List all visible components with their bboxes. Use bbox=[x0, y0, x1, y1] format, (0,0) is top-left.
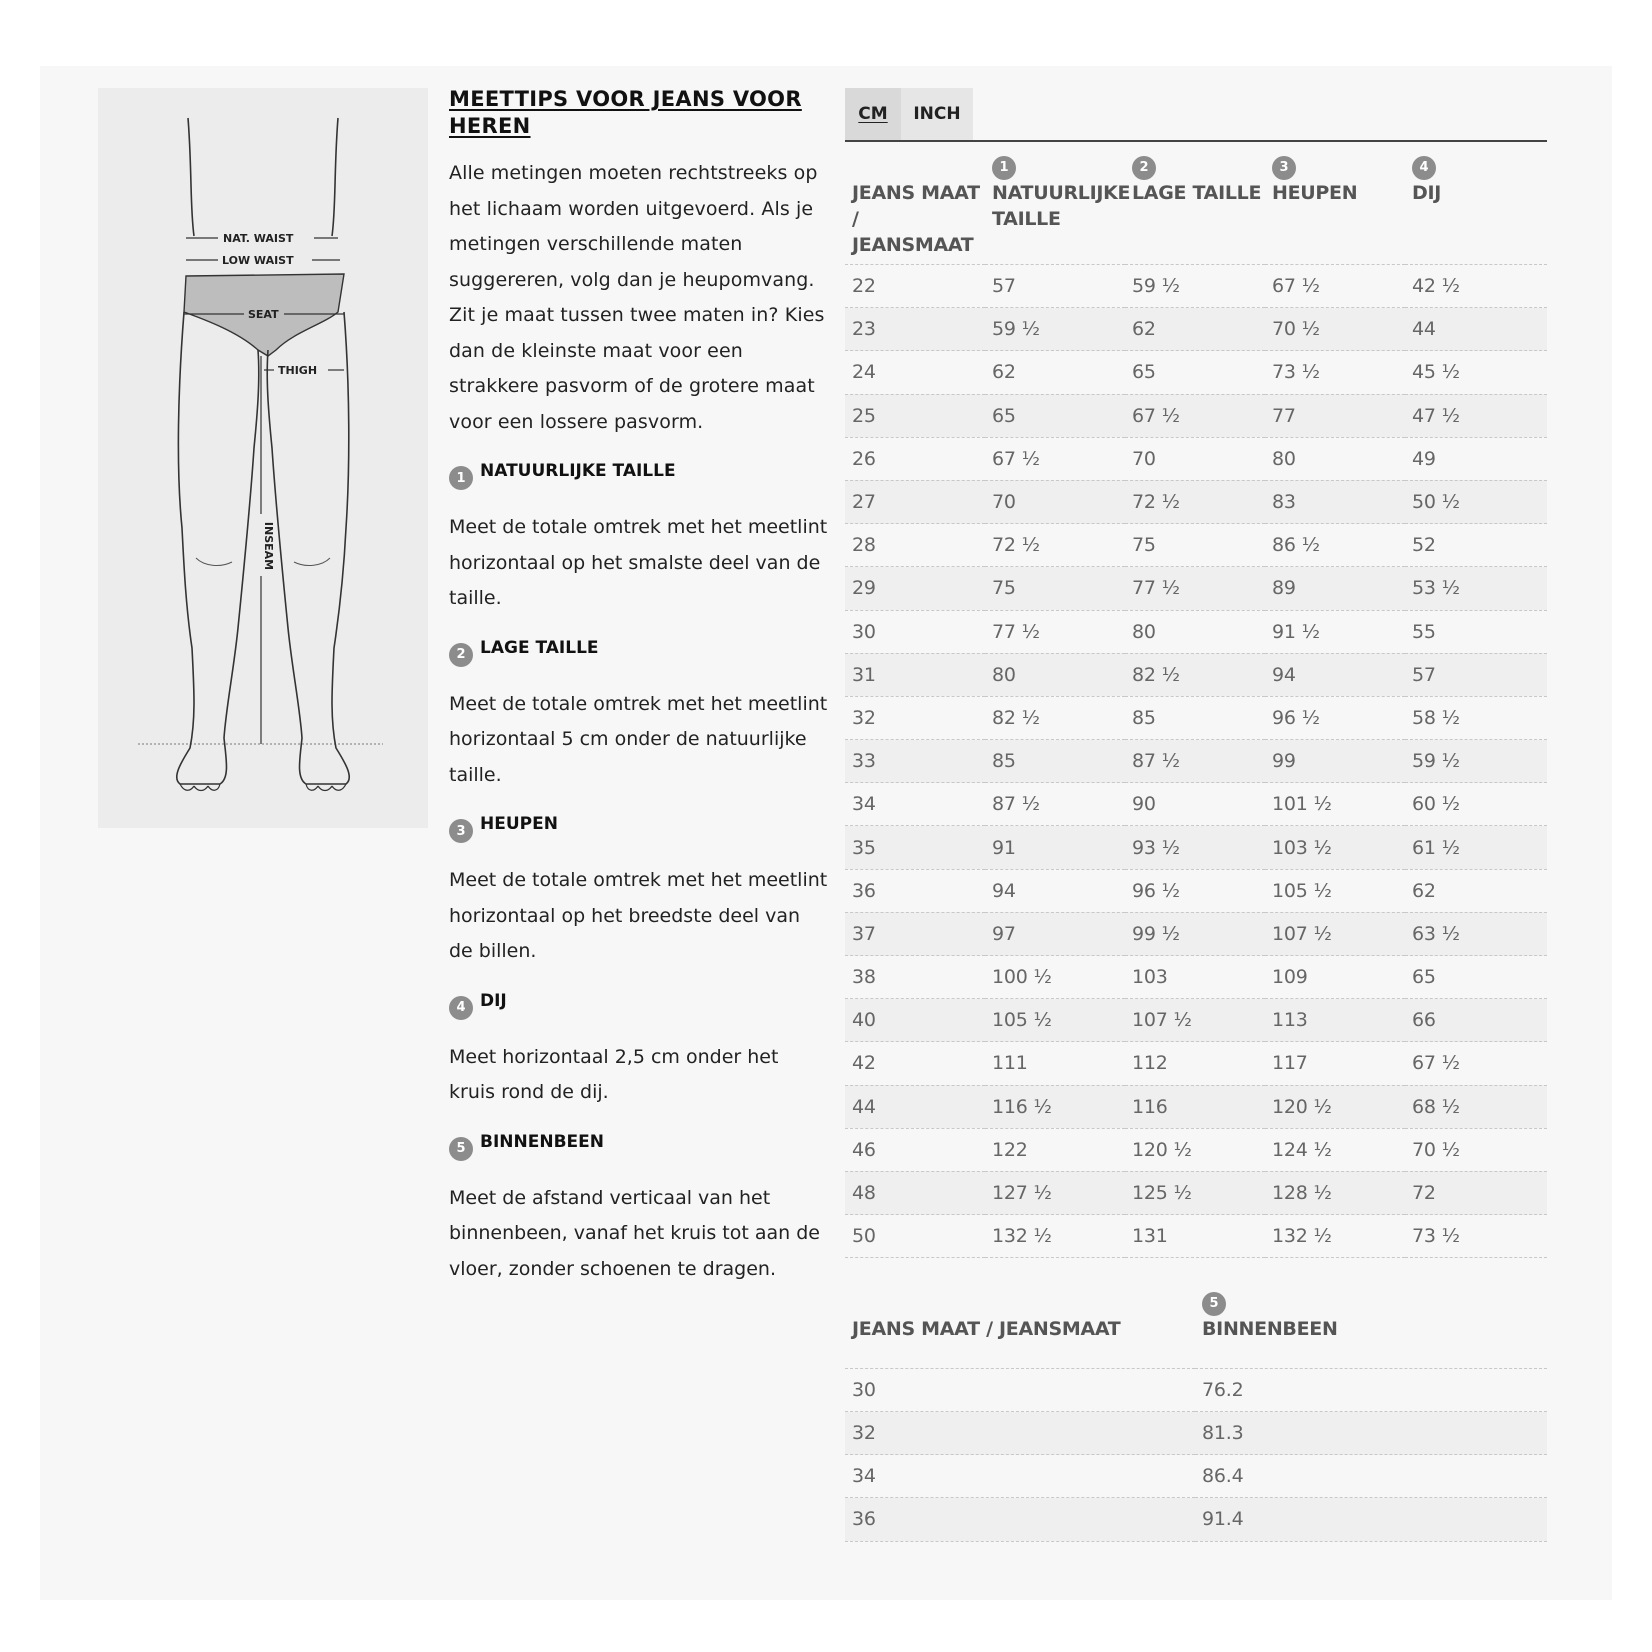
table-cell: 80 bbox=[1125, 610, 1265, 653]
column-header-label: LAGE TAILLE bbox=[1132, 182, 1262, 204]
table-cell: 37 bbox=[845, 912, 985, 955]
table-cell: 103 ½ bbox=[1265, 826, 1405, 869]
table-cell: 91.4 bbox=[1195, 1498, 1547, 1541]
size-table-header bbox=[845, 142, 1547, 265]
tip-heading bbox=[449, 637, 829, 671]
table-cell: 80 bbox=[985, 653, 1125, 696]
table-cell: 63 ½ bbox=[1405, 912, 1547, 955]
table-cell: 59 ½ bbox=[1405, 740, 1547, 783]
table-cell: 30 bbox=[845, 1368, 1195, 1411]
table-cell: 97 bbox=[985, 912, 1125, 955]
table-row bbox=[845, 480, 1547, 523]
table-row bbox=[845, 567, 1547, 610]
thigh-label: THIGH bbox=[278, 364, 318, 377]
table-cell: 93 ½ bbox=[1125, 826, 1265, 869]
column-header-label: NATUURLIJKE TAILLE bbox=[992, 182, 1131, 230]
table-row bbox=[845, 308, 1547, 351]
table-cell: 49 bbox=[1405, 437, 1547, 480]
table-row bbox=[845, 351, 1547, 394]
table-row bbox=[845, 1042, 1547, 1085]
table-cell: 132 ½ bbox=[985, 1215, 1125, 1258]
table-cell: 72 ½ bbox=[985, 524, 1125, 567]
table-cell: 113 bbox=[1265, 999, 1405, 1042]
legs-figure-icon bbox=[98, 88, 428, 828]
table-row bbox=[845, 610, 1547, 653]
inseam-label: INSEAM bbox=[262, 521, 275, 571]
column-header-label: HEUPEN bbox=[1272, 182, 1358, 204]
step-number-icon: 5 bbox=[449, 1137, 473, 1161]
table-row bbox=[845, 912, 1547, 955]
table-cell: 124 ½ bbox=[1265, 1128, 1405, 1171]
table-row bbox=[845, 524, 1547, 567]
table-cell: 29 bbox=[845, 567, 985, 610]
table-cell: 59 ½ bbox=[1125, 265, 1265, 308]
table-cell: 128 ½ bbox=[1265, 1171, 1405, 1214]
table-cell: 77 ½ bbox=[1125, 567, 1265, 610]
table-cell: 120 ½ bbox=[1125, 1128, 1265, 1171]
table-cell: 28 bbox=[845, 524, 985, 567]
table-cell: 132 ½ bbox=[1265, 1215, 1405, 1258]
table-cell: 120 ½ bbox=[1265, 1085, 1405, 1128]
tips-intro: Alle metingen moeten rechtstreeks op het lichaam worden uitgevoerd. Als je metingen verschillende maten suggereren, volg dan je heupomvang. Zit je maat tussen twee maten in? Kies dan de kleinste maat voor een strakkere pasvorm of de grotere maat voor een lossere pasvorm. bbox=[449, 162, 825, 433]
table-row bbox=[845, 1498, 1547, 1541]
tip-text: Meet de totale omtrek met het meetlint horizontaal op het smalste deel van de taille. bbox=[449, 516, 828, 609]
table-cell: 35 bbox=[845, 826, 985, 869]
table-cell: 47 ½ bbox=[1405, 394, 1547, 437]
tip-item bbox=[449, 1131, 829, 1288]
table-row bbox=[845, 1171, 1547, 1214]
size-chart bbox=[845, 88, 1547, 1542]
table-cell: 66 bbox=[1405, 999, 1547, 1042]
unit-tab-cm[interactable]: CM bbox=[845, 88, 901, 140]
table-cell: 73 ½ bbox=[1265, 351, 1405, 394]
table-cell: 116 ½ bbox=[985, 1085, 1125, 1128]
table-cell: 33 bbox=[845, 740, 985, 783]
table-row bbox=[845, 783, 1547, 826]
table-cell: 103 bbox=[1125, 956, 1265, 999]
tip-item bbox=[449, 460, 829, 617]
tip-item bbox=[449, 990, 829, 1111]
table-cell: 70 bbox=[985, 480, 1125, 523]
column-header bbox=[1125, 142, 1265, 265]
column-header bbox=[1265, 142, 1405, 265]
table-cell: 65 bbox=[985, 394, 1125, 437]
body-measurement-illustration bbox=[98, 88, 428, 828]
column-header-label: DIJ bbox=[1412, 182, 1442, 204]
table-row bbox=[845, 1412, 1547, 1455]
tips-title: MEETTIPS VOOR JEANS VOOR HEREN bbox=[449, 87, 802, 138]
table-cell: 85 bbox=[985, 740, 1125, 783]
table-cell: 67 ½ bbox=[1125, 394, 1265, 437]
table-cell: 94 bbox=[1265, 653, 1405, 696]
step-number-icon: 4 bbox=[449, 996, 473, 1020]
table-cell: 55 bbox=[1405, 610, 1547, 653]
table-row bbox=[845, 999, 1547, 1042]
table-row bbox=[845, 1215, 1547, 1258]
table-cell: 61 ½ bbox=[1405, 826, 1547, 869]
table-row bbox=[845, 394, 1547, 437]
table-cell: 116 bbox=[1125, 1085, 1265, 1128]
tip-title: BINNENBEEN bbox=[480, 1131, 604, 1152]
table-cell: 107 ½ bbox=[1125, 999, 1265, 1042]
table-cell: 25 bbox=[845, 394, 985, 437]
table-cell: 73 ½ bbox=[1405, 1215, 1547, 1258]
tip-heading bbox=[449, 460, 829, 494]
step-number-icon: 1 bbox=[449, 466, 473, 490]
nat-waist-label: NAT. WAIST bbox=[223, 232, 294, 245]
size-table bbox=[845, 142, 1547, 1258]
table-cell: 44 bbox=[1405, 308, 1547, 351]
table-row bbox=[845, 956, 1547, 999]
measurement-tips bbox=[449, 86, 829, 1287]
table-cell: 58 ½ bbox=[1405, 696, 1547, 739]
inseam-table-header bbox=[845, 1278, 1547, 1368]
table-cell: 32 bbox=[845, 1412, 1195, 1455]
table-cell: 125 ½ bbox=[1125, 1171, 1265, 1214]
table-cell: 45 ½ bbox=[1405, 351, 1547, 394]
table-cell: 27 bbox=[845, 480, 985, 523]
table-row bbox=[845, 1085, 1547, 1128]
table-row bbox=[845, 265, 1547, 308]
table-cell: 85 bbox=[1125, 696, 1265, 739]
table-cell: 101 ½ bbox=[1265, 783, 1405, 826]
table-row bbox=[845, 437, 1547, 480]
table-cell: 127 ½ bbox=[985, 1171, 1125, 1214]
column-header bbox=[845, 142, 985, 265]
table-cell: 22 bbox=[845, 265, 985, 308]
table-cell: 67 ½ bbox=[1405, 1042, 1547, 1085]
column-number-icon: 3 bbox=[1272, 156, 1296, 180]
table-row bbox=[845, 1128, 1547, 1171]
table-cell: 96 ½ bbox=[1125, 869, 1265, 912]
table-cell: 50 bbox=[845, 1215, 985, 1258]
table-cell: 62 bbox=[1125, 308, 1265, 351]
tip-heading bbox=[449, 1131, 829, 1165]
column-header bbox=[1405, 142, 1547, 265]
table-cell: 50 ½ bbox=[1405, 480, 1547, 523]
table-cell: 26 bbox=[845, 437, 985, 480]
column-header-label: BINNENBEEN bbox=[1202, 1318, 1338, 1341]
tip-heading bbox=[449, 990, 829, 1024]
seat-label: SEAT bbox=[248, 308, 279, 321]
table-cell: 31 bbox=[845, 653, 985, 696]
tip-title: DIJ bbox=[480, 990, 507, 1011]
tip-text: Meet de afstand verticaal van het binnenbeen, vanaf het kruis tot aan de vloer, zonder schoenen te dragen. bbox=[449, 1186, 820, 1280]
table-row bbox=[845, 869, 1547, 912]
table-cell: 65 bbox=[1125, 351, 1265, 394]
table-cell: 83 bbox=[1265, 480, 1405, 523]
table-cell: 91 bbox=[985, 826, 1125, 869]
table-cell: 60 ½ bbox=[1405, 783, 1547, 826]
table-cell: 42 ½ bbox=[1405, 265, 1547, 308]
table-cell: 117 bbox=[1265, 1042, 1405, 1085]
table-cell: 122 bbox=[985, 1128, 1125, 1171]
table-cell: 57 bbox=[985, 265, 1125, 308]
column-number-icon: 4 bbox=[1412, 156, 1436, 180]
tip-heading bbox=[449, 813, 829, 847]
table-cell: 107 ½ bbox=[1265, 912, 1405, 955]
inseam-table bbox=[845, 1278, 1547, 1541]
table-cell: 70 bbox=[1125, 437, 1265, 480]
tip-title: LAGE TAILLE bbox=[480, 637, 599, 658]
table-cell: 96 ½ bbox=[1265, 696, 1405, 739]
tip-item bbox=[449, 637, 829, 794]
table-cell: 82 ½ bbox=[985, 696, 1125, 739]
table-cell: 77 ½ bbox=[985, 610, 1125, 653]
table-cell: 48 bbox=[845, 1171, 985, 1214]
tip-title: HEUPEN bbox=[480, 814, 558, 834]
table-cell: 105 ½ bbox=[985, 999, 1125, 1042]
unit-switcher bbox=[845, 88, 1547, 142]
table-cell: 109 bbox=[1265, 956, 1405, 999]
column-header bbox=[985, 142, 1131, 265]
column-number-icon: 2 bbox=[1132, 156, 1156, 180]
column-header-label: JEANS MAAT / JEANSMAAT bbox=[852, 1318, 1121, 1341]
table-cell: 72 bbox=[1405, 1171, 1547, 1214]
table-cell: 75 bbox=[985, 567, 1125, 610]
table-cell: 99 bbox=[1265, 740, 1405, 783]
table-cell: 59 ½ bbox=[985, 308, 1125, 351]
step-number-icon: 2 bbox=[449, 643, 473, 667]
table-cell: 70 ½ bbox=[1405, 1128, 1547, 1171]
low-waist-label: LOW WAIST bbox=[222, 254, 294, 267]
table-cell: 77 bbox=[1265, 394, 1405, 437]
column-number-icon: 1 bbox=[992, 156, 1016, 180]
table-cell: 36 bbox=[845, 1498, 1195, 1541]
table-cell: 44 bbox=[845, 1085, 985, 1128]
table-cell: 46 bbox=[845, 1128, 985, 1171]
unit-tab-inch[interactable]: INCH bbox=[901, 88, 973, 140]
table-cell: 94 bbox=[985, 869, 1125, 912]
table-cell: 67 ½ bbox=[1265, 265, 1405, 308]
table-cell: 86 ½ bbox=[1265, 524, 1405, 567]
table-cell: 53 ½ bbox=[1405, 567, 1547, 610]
tip-item bbox=[449, 813, 829, 970]
table-cell: 105 ½ bbox=[1265, 869, 1405, 912]
table-cell: 24 bbox=[845, 351, 985, 394]
table-cell: 62 bbox=[1405, 869, 1547, 912]
table-cell: 36 bbox=[845, 869, 985, 912]
table-cell: 68 ½ bbox=[1405, 1085, 1547, 1128]
tip-text: Meet de totale omtrek met het meetlint horizontaal op het breedste deel van de billen. bbox=[449, 869, 828, 962]
table-cell: 91 ½ bbox=[1265, 610, 1405, 653]
table-cell: 80 bbox=[1265, 437, 1405, 480]
table-cell: 82 ½ bbox=[1125, 653, 1265, 696]
table-cell: 65 bbox=[1405, 956, 1547, 999]
table-cell: 90 bbox=[1125, 783, 1265, 826]
table-row bbox=[845, 826, 1547, 869]
table-row bbox=[845, 653, 1547, 696]
table-cell: 112 bbox=[1125, 1042, 1265, 1085]
table-cell: 52 bbox=[1405, 524, 1547, 567]
table-cell: 23 bbox=[845, 308, 985, 351]
table-cell: 67 ½ bbox=[985, 437, 1125, 480]
table-cell: 38 bbox=[845, 956, 985, 999]
table-cell: 87 ½ bbox=[985, 783, 1125, 826]
table-cell: 76.2 bbox=[1195, 1368, 1547, 1411]
table-cell: 87 ½ bbox=[1125, 740, 1265, 783]
tips-list bbox=[449, 460, 829, 1287]
column-header bbox=[1195, 1278, 1547, 1368]
column-header-label: JEANS MAAT / JEANSMAAT bbox=[852, 182, 980, 256]
table-cell: 99 ½ bbox=[1125, 912, 1265, 955]
table-cell: 70 ½ bbox=[1265, 308, 1405, 351]
table-cell: 75 bbox=[1125, 524, 1265, 567]
tip-title: NATUURLIJKE TAILLE bbox=[480, 461, 676, 481]
table-cell: 111 bbox=[985, 1042, 1125, 1085]
table-cell: 40 bbox=[845, 999, 985, 1042]
tip-text: Meet horizontaal 2,5 cm onder het kruis rond de dij. bbox=[449, 1045, 779, 1103]
table-cell: 81.3 bbox=[1195, 1412, 1547, 1455]
table-cell: 34 bbox=[845, 1455, 1195, 1498]
table-row bbox=[845, 1368, 1547, 1411]
table-cell: 34 bbox=[845, 783, 985, 826]
column-header bbox=[845, 1278, 1195, 1368]
table-cell: 32 bbox=[845, 696, 985, 739]
table-cell: 86.4 bbox=[1195, 1455, 1547, 1498]
table-cell: 72 ½ bbox=[1125, 480, 1265, 523]
column-number-icon: 5 bbox=[1202, 1292, 1226, 1316]
table-cell: 62 bbox=[985, 351, 1125, 394]
tip-text: Meet de totale omtrek met het meetlint horizontaal 5 cm onder de natuurlijke taille. bbox=[449, 692, 828, 786]
table-row bbox=[845, 740, 1547, 783]
table-cell: 100 ½ bbox=[985, 956, 1125, 999]
table-cell: 30 bbox=[845, 610, 985, 653]
table-cell: 89 bbox=[1265, 567, 1405, 610]
table-row bbox=[845, 696, 1547, 739]
table-cell: 57 bbox=[1405, 653, 1547, 696]
table-cell: 42 bbox=[845, 1042, 985, 1085]
table-cell: 131 bbox=[1125, 1215, 1265, 1258]
step-number-icon: 3 bbox=[449, 819, 473, 843]
table-row bbox=[845, 1455, 1547, 1498]
